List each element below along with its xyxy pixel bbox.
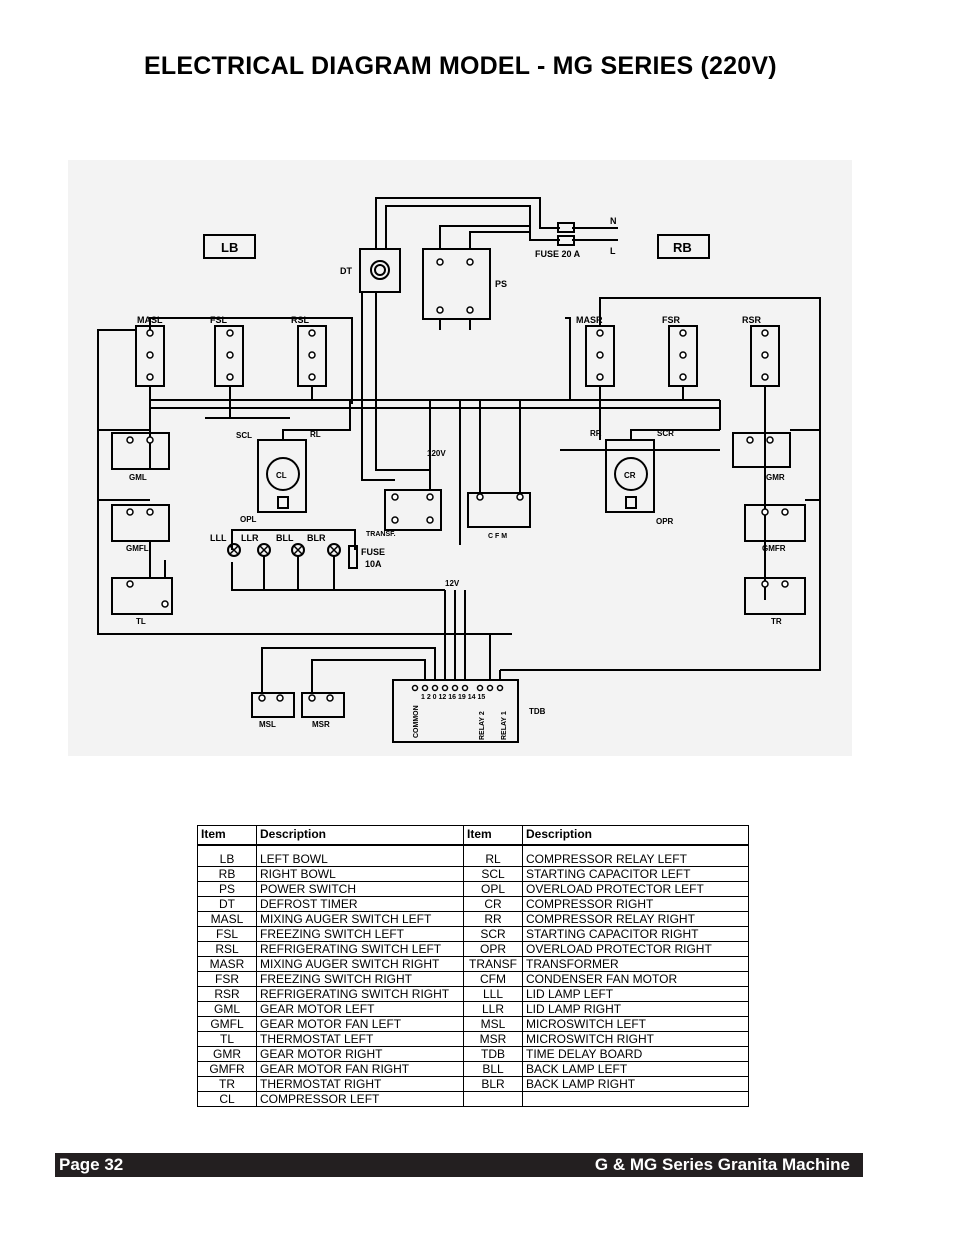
- tdb-label: TDB: [529, 707, 546, 716]
- legend-item-code: SCL: [464, 867, 523, 882]
- legend-item-description: STARTING CAPACITOR RIGHT: [523, 927, 749, 942]
- legend-item-code: RR: [464, 912, 523, 927]
- blr-label: BLR: [307, 533, 326, 543]
- legend-item-code: LLR: [464, 1002, 523, 1017]
- legend-item-code: MASL: [198, 912, 257, 927]
- rsl-label: RSL: [291, 315, 309, 325]
- transf-label: TRANSF.: [366, 531, 396, 538]
- legend-item-code: MASR: [198, 957, 257, 972]
- legend-item-description: MICROSWITCH LEFT: [523, 1017, 749, 1032]
- masr-label: MASR: [576, 315, 603, 325]
- legend-item-description: GEAR MOTOR LEFT: [257, 1002, 464, 1017]
- legend-row: [198, 852, 749, 867]
- legend-item-description: THERMOSTAT LEFT: [257, 1032, 464, 1047]
- gmr-label: GMR: [766, 473, 785, 482]
- legend-item-description: DEFROST TIMER: [257, 897, 464, 912]
- legend-item-code: TL: [198, 1032, 257, 1047]
- wiring-diagram: [68, 160, 852, 756]
- legend-row: [198, 912, 749, 927]
- legend-item-code: GMFL: [198, 1017, 257, 1032]
- legend-item-code: RSL: [198, 942, 257, 957]
- legend-header-item: Item: [464, 826, 523, 846]
- rb-label: RB: [673, 240, 692, 255]
- gml-label: GML: [129, 473, 147, 482]
- l-label: L: [610, 246, 616, 256]
- legend-row: [198, 882, 749, 897]
- rsr-label: RSR: [742, 315, 762, 325]
- legend-item-code: FSL: [198, 927, 257, 942]
- masl-label: MASL: [137, 315, 163, 325]
- legend-item-code: BLR: [464, 1077, 523, 1092]
- legend-spacer-cell: [257, 845, 464, 852]
- legend-row: [198, 1002, 749, 1017]
- legend-item-code: SCR: [464, 927, 523, 942]
- legend-item-description: MIXING AUGER SWITCH LEFT: [257, 912, 464, 927]
- cfm-label: C F M: [488, 533, 508, 540]
- legend-row: [198, 897, 749, 912]
- legend-item-description: LID LAMP LEFT: [523, 987, 749, 1002]
- legend-item-description: REFRIGERATING SWITCH RIGHT: [257, 987, 464, 1002]
- opl-label: OPL: [240, 515, 257, 524]
- rl-label: RL: [310, 430, 321, 439]
- legend-item-description: FREEZING SWITCH RIGHT: [257, 972, 464, 987]
- v120-label: 120V: [427, 449, 446, 458]
- wiring-diagram-svg: [68, 160, 852, 756]
- legend-item-code: RSR: [198, 987, 257, 1002]
- lb-label: LB: [221, 240, 239, 255]
- legend-item-description: LID LAMP RIGHT: [523, 1002, 749, 1017]
- legend-body: [198, 845, 749, 1107]
- legend-item-code: PS: [198, 882, 257, 897]
- legend-spacer-row: [198, 845, 749, 852]
- fuse10-value: 10A: [365, 559, 382, 569]
- legend-item-code: CFM: [464, 972, 523, 987]
- gmfl-label: GMFL: [126, 544, 149, 553]
- legend-header-item: Item: [198, 826, 257, 846]
- legend-item-description: FREEZING SWITCH LEFT: [257, 927, 464, 942]
- legend-item-code: RL: [464, 852, 523, 867]
- n-label: N: [610, 216, 617, 226]
- legend-row: [198, 1017, 749, 1032]
- fsl-label: FSL: [210, 315, 227, 325]
- legend-item-description: GEAR MOTOR FAN LEFT: [257, 1017, 464, 1032]
- ps-label: PS: [495, 279, 508, 289]
- cl-label: CL: [276, 471, 287, 480]
- legend-item-code: DT: [198, 897, 257, 912]
- fsr-label: FSR: [662, 315, 680, 325]
- legend-item-description: OVERLOAD PROTECTOR RIGHT: [523, 942, 749, 957]
- legend-item-code: LB: [198, 852, 257, 867]
- footer-bar: [55, 1153, 863, 1177]
- legend-item-code: TR: [198, 1077, 257, 1092]
- legend-item-description: REFRIGERATING SWITCH LEFT: [257, 942, 464, 957]
- legend-item-description: BACK LAMP RIGHT: [523, 1077, 749, 1092]
- legend-item-description: POWER SWITCH: [257, 882, 464, 897]
- bll-label: BLL: [276, 533, 294, 543]
- msl-label: MSL: [259, 720, 276, 729]
- legend-row: [198, 972, 749, 987]
- legend-item-code: OPL: [464, 882, 523, 897]
- tdb-common: COMMON: [413, 705, 420, 738]
- page-title: ELECTRICAL DIAGRAM MODEL - MG SERIES (220V): [144, 52, 777, 80]
- legend-item-code: MSR: [464, 1032, 523, 1047]
- legend-spacer-cell: [523, 845, 749, 852]
- legend-item-description: COMPRESSOR RELAY RIGHT: [523, 912, 749, 927]
- legend-item-description: COMPRESSOR LEFT: [257, 1092, 464, 1107]
- legend-header-description: Description: [523, 826, 749, 846]
- legend-item-description: LEFT BOWL: [257, 852, 464, 867]
- legend-item-description: THERMOSTAT RIGHT: [257, 1077, 464, 1092]
- legend-spacer-cell: [464, 845, 523, 852]
- legend-item-description: MIXING AUGER SWITCH RIGHT: [257, 957, 464, 972]
- legend-item-code: CL: [198, 1092, 257, 1107]
- legend-item-code: [464, 1092, 523, 1107]
- opr-label: OPR: [656, 517, 674, 526]
- legend-header-description: Description: [257, 826, 464, 846]
- legend-row: [198, 867, 749, 882]
- legend-item-description: TIME DELAY BOARD: [523, 1047, 749, 1062]
- scl-label: SCL: [236, 431, 252, 440]
- legend-spacer-cell: [198, 845, 257, 852]
- legend-row: [198, 1062, 749, 1077]
- legend-item-description: COMPRESSOR RELAY LEFT: [523, 852, 749, 867]
- fuse20-label: FUSE 20 A: [535, 249, 581, 259]
- msr-label: MSR: [312, 720, 330, 729]
- legend-item-code: TRANSF: [464, 957, 523, 972]
- legend-item-description: OVERLOAD PROTECTOR LEFT: [523, 882, 749, 897]
- legend-item-code: MSL: [464, 1017, 523, 1032]
- legend-item-code: CR: [464, 897, 523, 912]
- legend-row: [198, 957, 749, 972]
- legend-row: [198, 1032, 749, 1047]
- legend-item-description: TRANSFORMER: [523, 957, 749, 972]
- legend-item-code: BLL: [464, 1062, 523, 1077]
- legend-item-code: GMFR: [198, 1062, 257, 1077]
- legend-row: [198, 1092, 749, 1107]
- legend-item-description: COMPRESSOR RIGHT: [523, 897, 749, 912]
- legend-item-description: GEAR MOTOR FAN RIGHT: [257, 1062, 464, 1077]
- legend-row: [198, 942, 749, 957]
- legend-item-code: RB: [198, 867, 257, 882]
- rr-label: RR: [590, 429, 602, 438]
- tr-label: TR: [771, 617, 782, 626]
- legend-item-code: GMR: [198, 1047, 257, 1062]
- gmfr-label: GMFR: [762, 544, 786, 553]
- legend-item-description: CONDENSER FAN MOTOR: [523, 972, 749, 987]
- legend-item-description: STARTING CAPACITOR LEFT: [523, 867, 749, 882]
- llr-label: LLR: [241, 533, 259, 543]
- scr-label: SCR: [657, 429, 674, 438]
- fuse10-label: FUSE: [361, 547, 386, 557]
- dt-label: DT: [340, 266, 352, 276]
- v12-label: 12V: [445, 579, 460, 588]
- tdb-relay2: RELAY 2: [479, 711, 486, 740]
- legend-row: [198, 987, 749, 1002]
- legend-table: [197, 825, 749, 1107]
- legend-header-row: [198, 826, 749, 846]
- legend-row: [198, 927, 749, 942]
- legend-row: [198, 1077, 749, 1092]
- legend-item-description: GEAR MOTOR RIGHT: [257, 1047, 464, 1062]
- tl-label: TL: [136, 617, 146, 626]
- lll-label: LLL: [210, 533, 227, 543]
- tdb-terminals: 1 2 0 12 16 19 14 15: [421, 694, 486, 701]
- legend-item-code: TDB: [464, 1047, 523, 1062]
- product-name: G & MG Series Granita Machine: [594, 1155, 850, 1174]
- legend-item-code: LLL: [464, 987, 523, 1002]
- legend-item-code: GML: [198, 1002, 257, 1017]
- legend-item-code: OPR: [464, 942, 523, 957]
- cr-label: CR: [624, 471, 636, 480]
- legend-item-description: MICROSWITCH RIGHT: [523, 1032, 749, 1047]
- legend-row: [198, 1047, 749, 1062]
- tdb-relay1: RELAY 1: [501, 711, 508, 740]
- legend-item-code: FSR: [198, 972, 257, 987]
- page-number: Page 32: [59, 1155, 124, 1174]
- legend-item-description: [523, 1092, 749, 1107]
- legend-item-description: RIGHT BOWL: [257, 867, 464, 882]
- legend-item-description: BACK LAMP LEFT: [523, 1062, 749, 1077]
